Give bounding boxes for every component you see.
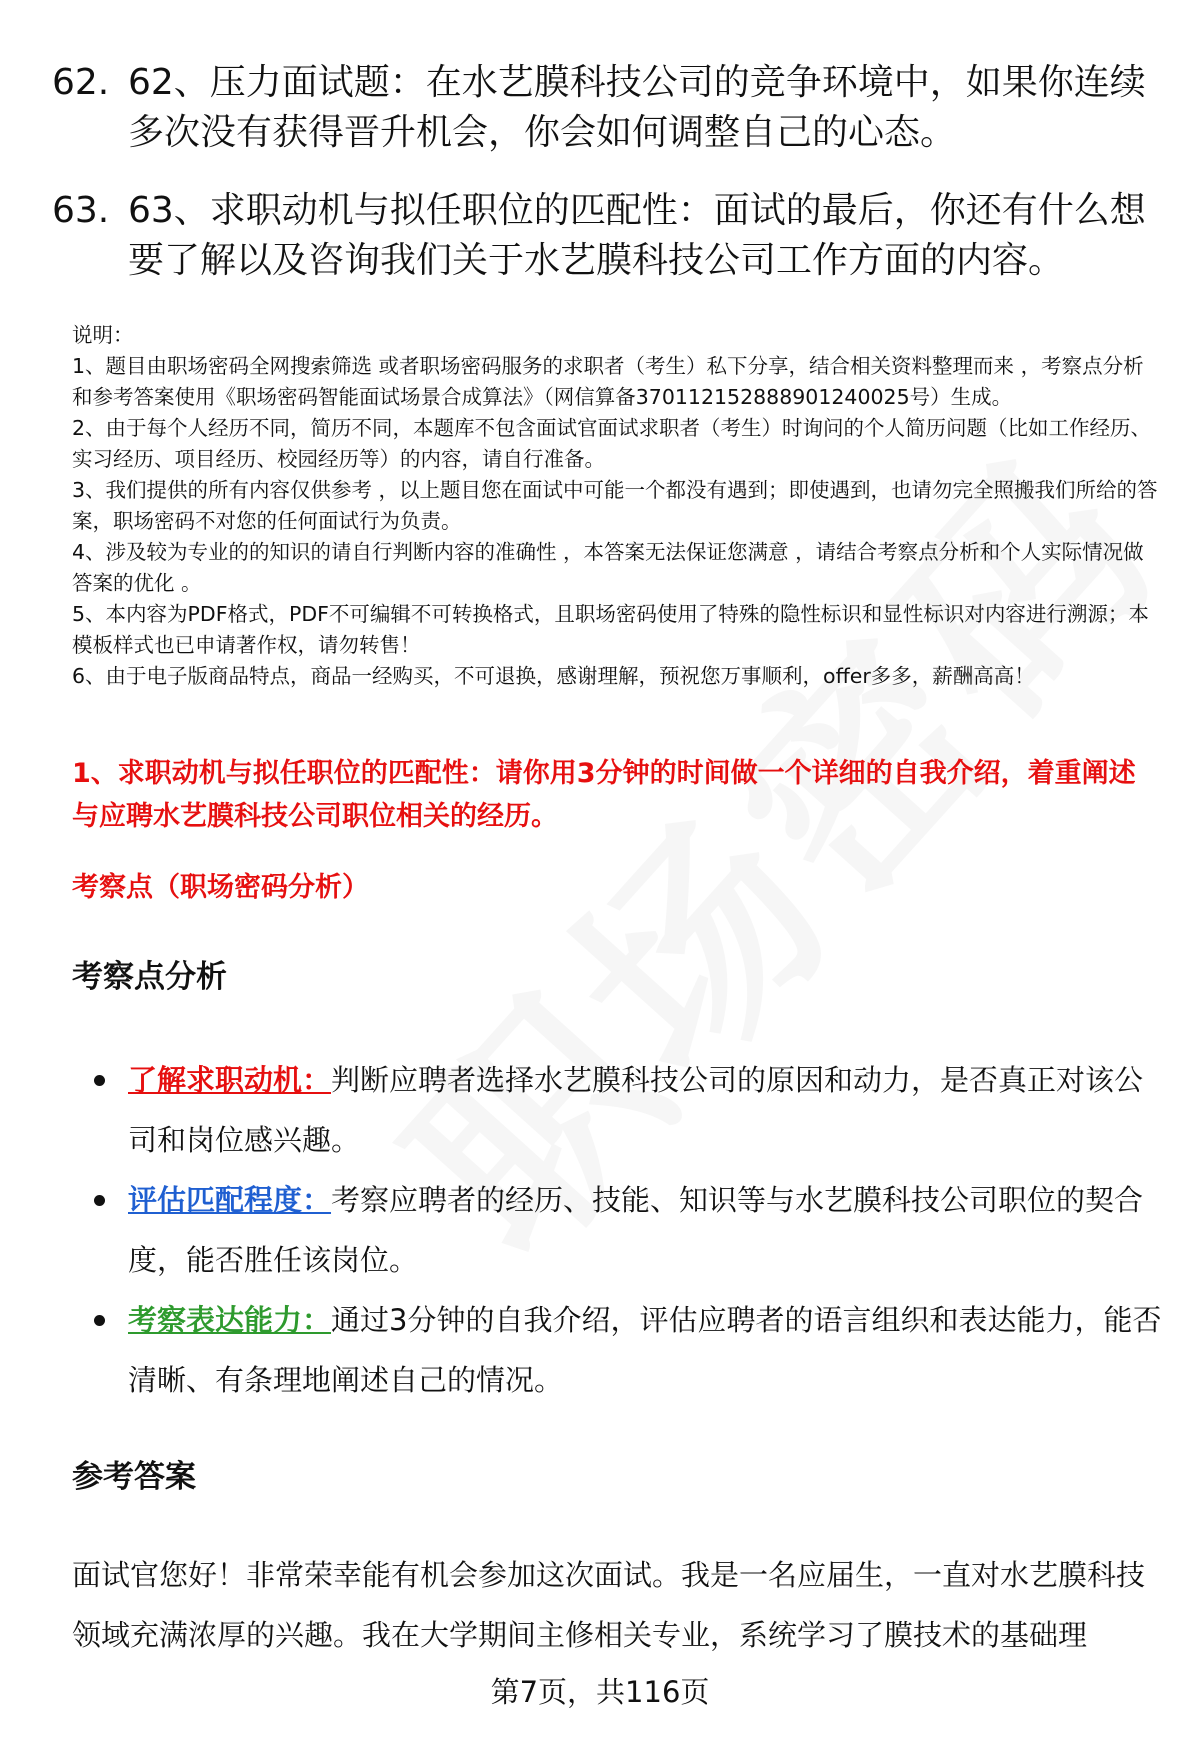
answer-text: 面试官您好！非常荣幸能有机会参加这次面试。我是一名应届生，一直对水艺膜科技领域充满浓厚的兴趣。我在大学期间主修相关专业，系统学习了膜技术的基础理 — [72, 1558, 1146, 1652]
bullet-text: 考察应聘者的经历、技能、知识等与水艺膜科技公司职位的契合度，能否胜任该岗位。 — [128, 1183, 1144, 1277]
question-item — [52, 186, 1162, 286]
bullet-dot-icon — [94, 1075, 105, 1086]
bullet-term: 评估匹配程度： — [128, 1183, 332, 1217]
featured-question: 1、求职动机与拟任职位的匹配性：请你用3分钟的时间做一个详细的自我介绍，着重阐述与应聘水艺膜科技公司职位相关的经历。 — [72, 758, 1136, 832]
analysis-bullet-list — [92, 1050, 1172, 1410]
question-item — [52, 58, 1162, 158]
note-item: 5、本内容为PDF格式，PDF不可编辑不可转换格式，且职场密码使用了特殊的隐性标识和显性标识对内容进行溯源；本模板样式也已申请著作权，请勿转售！ — [72, 602, 1149, 657]
analysis-bullet — [92, 1050, 1172, 1170]
question-number: 63. — [52, 190, 110, 231]
question-list — [52, 58, 1162, 314]
note-item: 6、由于电子版商品特点，商品一经购买，不可退换，感谢理解，预祝您万事顺利，offer多多，薪酬高高！ — [72, 664, 1035, 688]
bullet-text: 判断应聘者选择水艺膜科技公司的原因和动力，是否真正对该公司和岗位感兴趣。 — [128, 1063, 1144, 1157]
bullet-text: 通过3分钟的自我介绍，评估应聘者的语言组织和表达能力，能否清晰、有条理地阐述自己的情况。 — [128, 1303, 1162, 1397]
question-text: 63、求职动机与拟任职位的匹配性：面试的最后，你还有什么想要了解以及咨询我们关于水艺膜科技公司工作方面的内容。 — [128, 190, 1146, 281]
analysis-bullet — [92, 1290, 1172, 1410]
question-number: 62. — [52, 62, 110, 103]
note-item: 2、由于每个人经历不同，简历不同，本题库不包含面试官面试求职者（考生）时询问的个人简历问题（比如工作经历、实习经历、项目经历、校园经历等）的内容，请自行准备。 — [72, 416, 1152, 471]
bullet-term: 考察表达能力： — [128, 1303, 332, 1337]
page-footer: 第7页，共116页 — [490, 1675, 710, 1709]
analysis-heading: 考察点分析 — [72, 959, 227, 995]
bullet-dot-icon — [94, 1195, 105, 1206]
note-item: 4、涉及较为专业的的知识的请自行判断内容的准确性 ，本答案无法保证您满意 ，请结合考察点分析和个人实际情况做答案的优化 。 — [72, 540, 1144, 595]
exam-point-label: 考察点（职场密码分析） — [72, 872, 369, 903]
notes-title: 说明： — [72, 323, 134, 347]
notes-section — [72, 320, 1162, 692]
answer-heading: 参考答案 — [72, 1459, 196, 1495]
question-text: 62、压力面试题：在水艺膜科技公司的竞争环境中，如果你连续多次没有获得晋升机会，你会如何调整自己的心态。 — [128, 62, 1146, 153]
analysis-bullet — [92, 1170, 1172, 1290]
bullet-term: 了解求职动机： — [128, 1063, 332, 1097]
note-item: 1、题目由职场密码全网搜索筛选 或者职场密码服务的求职者（考生）私下分享，结合相关资料整理而来 ，考察点分析和参考答案使用《职场密码智能面试场景合成算法》（网信算备370112152888901240025号）生成。 — [72, 354, 1144, 409]
bullet-dot-icon — [94, 1315, 105, 1326]
note-item: 3、我们提供的所有内容仅供参考 ，以上题目您在面试中可能一个都没有遇到；即使遇到，也请勿完全照搬我们所给的答案，职场密码不对您的任何面试行为负责。 — [72, 478, 1158, 533]
